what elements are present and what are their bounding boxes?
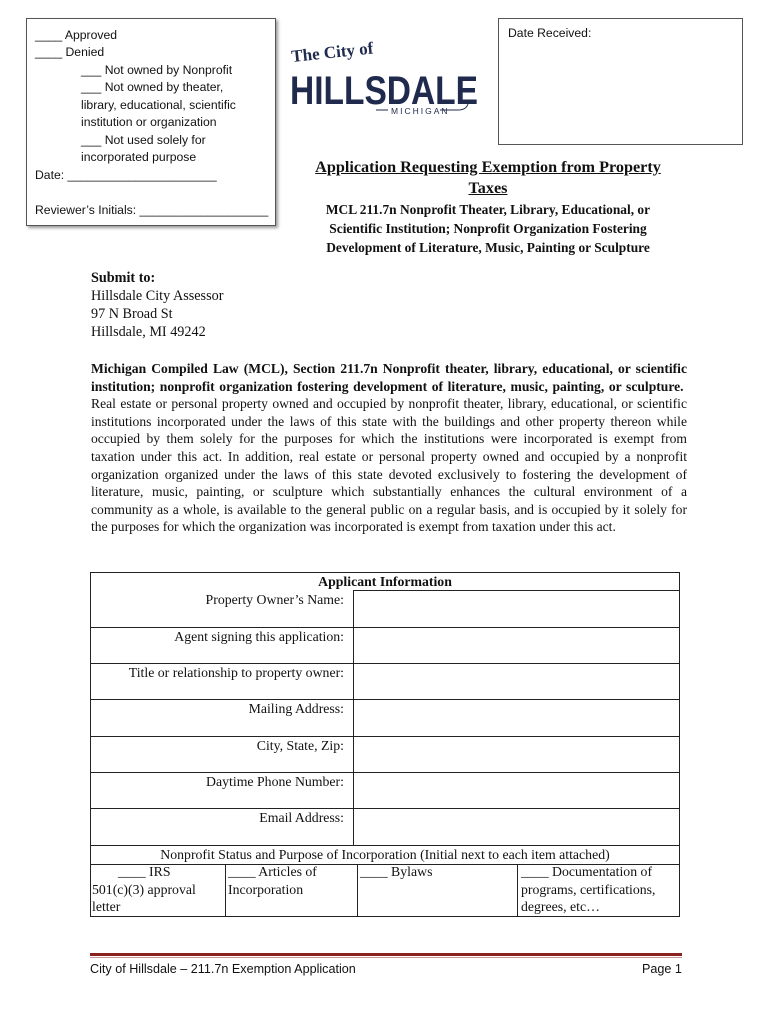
- logo-line2: HILLSDALE: [290, 69, 478, 113]
- property-owner-name-input[interactable]: [354, 591, 679, 627]
- date-received-box[interactable]: [498, 18, 743, 145]
- reason-not-owned-institution-cont2: institution or organization: [81, 115, 217, 129]
- email-address-input[interactable]: [354, 809, 679, 845]
- docs-line2: programs, certifications,: [521, 881, 656, 897]
- irs-line3: letter: [92, 899, 121, 914]
- city-state-zip-label: City, State, Zip:: [256, 738, 344, 753]
- denied-line[interactable]: ____ Denied: [35, 45, 105, 59]
- agent-signing-label: Agent signing this application:: [174, 629, 344, 644]
- date-received-label: Date Received:: [508, 26, 592, 40]
- page-title: [290, 157, 686, 199]
- submit-line2: 97 N Broad St: [91, 306, 173, 322]
- logo-line3: MICHIGAN: [391, 106, 450, 116]
- daytime-phone-label: Daytime Phone Number:: [206, 774, 344, 789]
- docs-line1: ____ Documentation of: [521, 864, 653, 879]
- daytime-phone-input[interactable]: [354, 773, 679, 808]
- law-text: Real estate or personal property owned and occupied by nonprofit theater, library, educational, or scientific institutions incorporated under the laws of this state with the buildings and other property thereon while occupied by them solely for the purposes for which the institutions were incorporated is exempt from taxation under this act. In addition, real estate or personal property owned and occupied by a nonprofit organization organized under the laws of this state devoted exclusively to fostering the development of literature, music, painting, or sculpture which substantially enhances the cultural environment of a community as a whole, is available to the general public on a regular basis, and is occupied by it solely for the purposes for which the organization was incorporated is exempt from taxation under this act.: [91, 396, 687, 535]
- reason-not-used-solely-cont: incorporated purpose: [81, 150, 197, 164]
- mailing-address-label: Mailing Address:: [248, 701, 344, 716]
- page-subtitle: [290, 200, 686, 257]
- approved-line[interactable]: ____ Approved: [35, 28, 117, 42]
- title-relationship-label: Title or relationship to property owner:: [128, 665, 344, 680]
- email-address-label: Email Address:: [259, 810, 344, 825]
- footer-rule: [90, 953, 682, 956]
- applicant-info-table: [90, 572, 680, 917]
- articles-line1: ____ Articles of: [228, 864, 317, 879]
- bylaws-line: ____ Bylaws: [360, 864, 433, 879]
- irs-approval-item[interactable]: [92, 863, 224, 916]
- bylaws-item[interactable]: [360, 863, 516, 881]
- docs-line3: degrees, etc…: [521, 899, 600, 914]
- city-of-hillsdale-logo: [290, 36, 480, 120]
- reviewer-initials-field[interactable]: Reviewer’s Initials: ___________________: [35, 203, 269, 217]
- page-subtitle-line3: Development of Literature, Music, Painting or Sculpture: [326, 240, 650, 255]
- page-subtitle-line2: Scientific Institution; Nonprofit Organization Fostering: [329, 221, 647, 236]
- submit-to-block: [91, 269, 223, 341]
- reason-not-owned-nonprofit[interactable]: ___ Not owned by Nonprofit: [81, 63, 233, 77]
- page-title-line2: Taxes: [468, 179, 508, 197]
- law-paragraph: [91, 360, 687, 536]
- articles-line2: Incorporation: [228, 881, 304, 897]
- footer-rule-thin: [90, 957, 682, 958]
- reason-not-used-solely[interactable]: ___ Not used solely for: [81, 133, 206, 147]
- logo-line1: The City of: [290, 38, 375, 66]
- title-relationship-input[interactable]: [354, 664, 679, 699]
- page-subtitle-line1: MCL 211.7n Nonprofit Theater, Library, Educational, or: [325, 202, 651, 217]
- footer-page-number: Page 1: [642, 962, 682, 976]
- agent-signing-input[interactable]: [354, 628, 679, 663]
- nonprofit-status-heading: Nonprofit Status and Purpose of Incorporation (Initial next to each item attached): [160, 847, 610, 862]
- submit-line1: Hillsdale City Assessor: [91, 288, 224, 304]
- mailing-address-input[interactable]: [354, 700, 679, 736]
- applicant-info-heading: Applicant Information: [318, 574, 452, 589]
- submit-heading: Submit to:: [91, 270, 156, 286]
- documentation-item[interactable]: [521, 863, 679, 916]
- city-state-zip-input[interactable]: [354, 737, 679, 772]
- reviewer-box: [26, 18, 276, 226]
- submit-line3: Hillsdale, MI 49242: [91, 324, 206, 340]
- irs-line1: ____ IRS: [118, 864, 171, 879]
- irs-line2: 501(c)(3) approval: [92, 881, 196, 897]
- reason-not-owned-institution[interactable]: ___ Not owned by theater,: [81, 80, 224, 94]
- review-date-field[interactable]: Date: ______________________: [35, 168, 217, 182]
- footer-document-name: City of Hillsdale – 211.7n Exemption Application: [90, 962, 356, 976]
- page-title-line1: Application Requesting Exemption from Property: [315, 158, 661, 176]
- reason-not-owned-institution-cont: library, educational, scientific: [81, 98, 236, 112]
- property-owner-name-label: Property Owner’s Name:: [205, 592, 344, 607]
- articles-item[interactable]: [228, 863, 356, 898]
- law-heading: Michigan Compiled Law (MCL), Section 211.7n Nonprofit theater, library, educational, or scientific institution; nonprofit organization fostering development of literature, music, painting, or sculpture.: [91, 361, 687, 394]
